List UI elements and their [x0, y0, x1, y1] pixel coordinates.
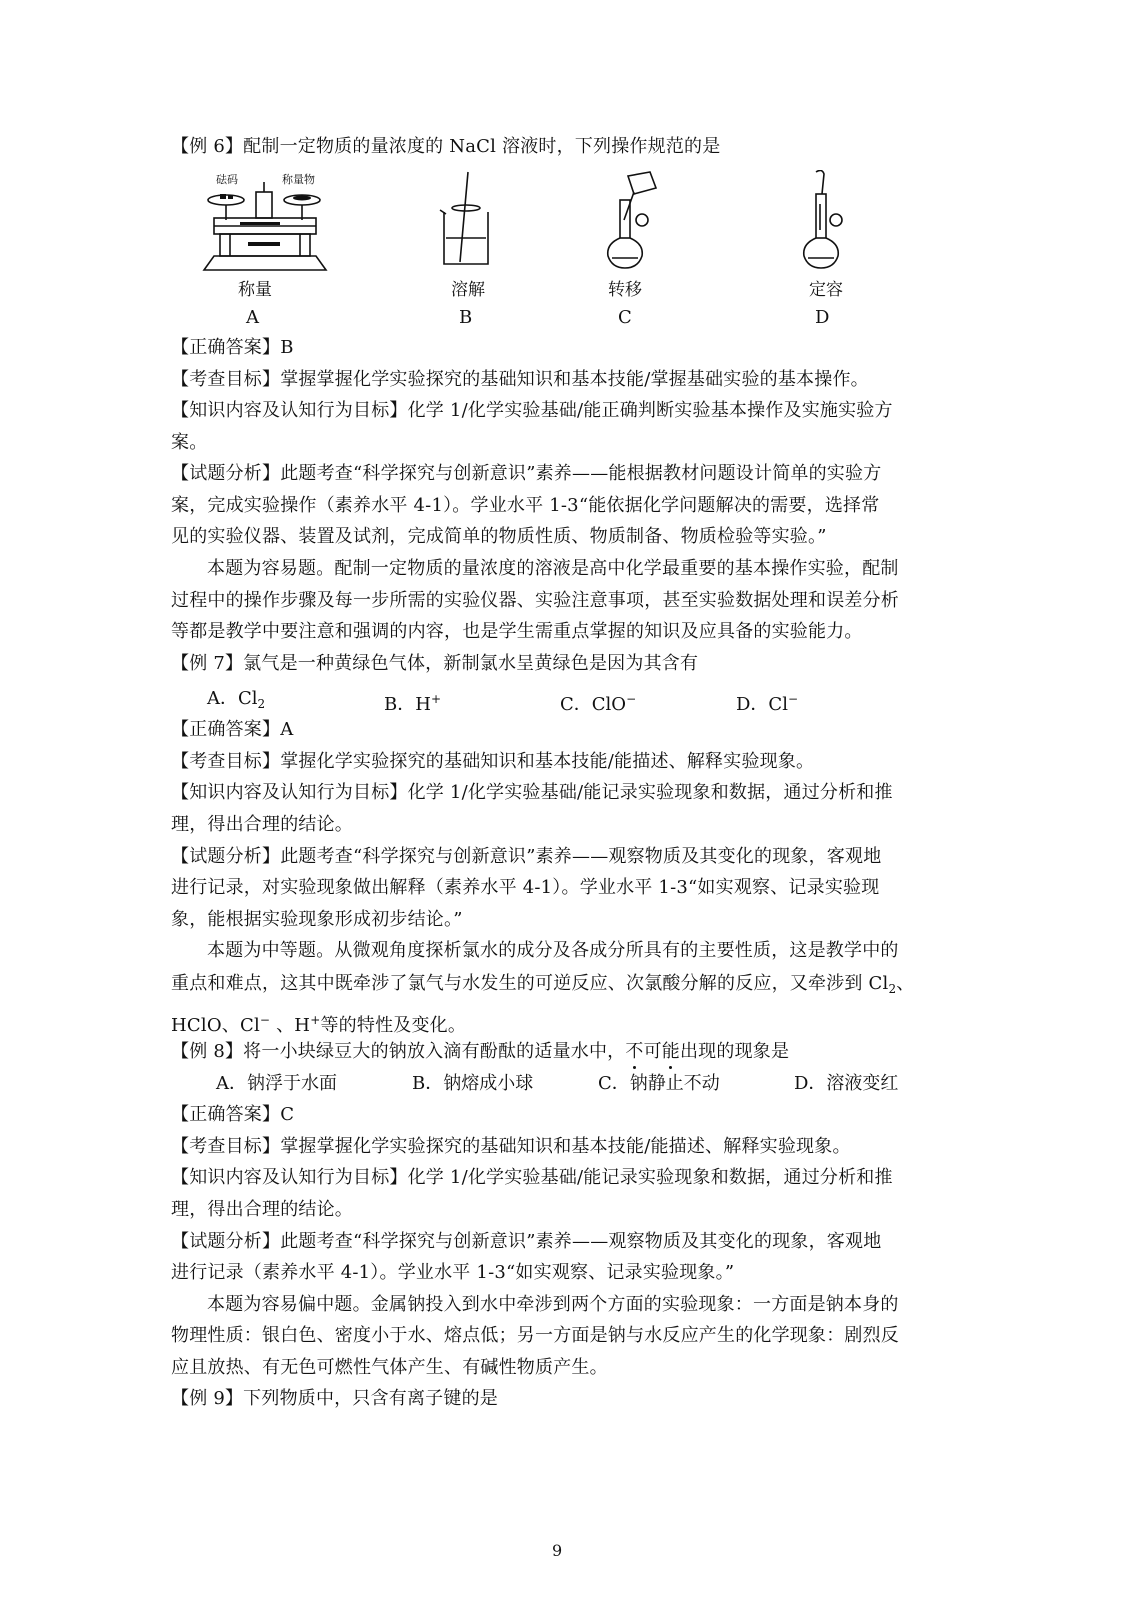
option-letter-c: C: [618, 307, 632, 328]
ex6-para-line1: 本题为容易题。配制一定物质的量浓度的溶液是高中化学最重要的基本操作实验，配制: [207, 558, 899, 579]
ex8-knowledge-line2: 理，得出合理的结论。: [171, 1199, 353, 1220]
ex6-analysis-line1: 【试题分析】此题考查“科学探究与创新意识”素养——能根据教材问题设计简单的实验方: [171, 463, 882, 484]
volumetric-flask-pour-icon: [604, 170, 664, 270]
ex6-analysis-line3: 见的实验仪器、装置及试剂，完成简单的物质性质、物质制备、物质检验等实验。”: [171, 526, 827, 547]
ex7-option-c: C．ClO−: [560, 692, 637, 715]
ex7-option-b: B．H+: [384, 692, 441, 715]
ex8-para-line2: 物理性质：银白色、密度小于水、熔点低；另一方面是钠与水反应产生的化学现象：剧烈反: [171, 1325, 899, 1346]
ex6-knowledge-line1: 【知识内容及认知行为目标】化学 1/化学实验基础/能正确判断实验基本操作及实施实验方: [171, 400, 893, 421]
ex8-option-d: D．溶液变红: [794, 1073, 899, 1094]
page-number: 9: [552, 1541, 563, 1560]
balance-figure: [200, 170, 330, 274]
ex7-analysis-line1: 【试题分析】此题考查“科学探究与创新意识”素养——观察物质及其变化的现象，客观地: [171, 846, 882, 867]
transfer-figure: [604, 170, 664, 270]
ex8-analysis-line2: 进行记录（素养水平 4-1）。学业水平 1-3“如实观察、记录实验现象。”: [171, 1262, 735, 1283]
ex6-goal: 【考查目标】掌握掌握化学实验探究的基础知识和基本技能/掌握基础实验的基本操作。: [171, 369, 869, 390]
ex8-option-c: C．钠静止不动: [598, 1073, 720, 1094]
ex8-option-a: A．钠浮于水面: [216, 1073, 337, 1094]
beaker-icon: [436, 170, 496, 270]
ex7-goal: 【考查目标】掌握化学实验探究的基础知识和基本技能/能描述、解释实验现象。: [171, 751, 815, 772]
ex7-knowledge-line1: 【知识内容及认知行为目标】化学 1/化学实验基础/能记录实验现象和数据，通过分析和推: [171, 782, 893, 803]
ex6-para-line2: 过程中的操作步骤及每一步所需的实验仪器、实验注意事项，甚至实验数据处理和误差分析: [171, 590, 899, 611]
ex8-para-line1: 本题为容易偏中题。金属钠投入到水中牵涉到两个方面的实验现象：一方面是钠本身的: [207, 1294, 899, 1315]
ex7-question: 【例 7】氯气是一种黄绿色气体，新制氯水呈黄绿色是因为其含有: [171, 653, 699, 674]
caption-dissolving: 溶解: [451, 280, 485, 300]
ex8-goal: 【考查目标】掌握掌握化学实验探究的基础知识和基本技能/能描述、解释实验现象。: [171, 1136, 851, 1157]
beaker-figure: [436, 170, 496, 270]
option-letter-a: A: [246, 307, 259, 328]
ex8-para-line3: 应且放热、有无色可燃性气体产生、有碱性物质产生。: [171, 1357, 608, 1378]
ex6-para-line3: 等都是教学中要注意和强调的内容，也是学生需重点掌握的知识及应具备的实验能力。: [171, 621, 863, 642]
ex7-para-line1: 本题为中等题。从微观角度探析氯水的成分及各成分所具有的主要性质，这是教学中的: [207, 940, 899, 961]
ex8-analysis-line1: 【试题分析】此题考查“科学探究与创新意识”素养——观察物质及其变化的现象，客观地: [171, 1231, 882, 1252]
ex8-option-b: B．钠熔成小球: [412, 1073, 534, 1094]
caption-weighing: 称量: [238, 280, 272, 300]
ex6-analysis-line2: 案，完成实验操作（素养水平 4-1）。学业水平 1-3“能依据化学问题解决的需要，选择常: [171, 495, 880, 516]
fixing-volume-figure: [796, 170, 856, 270]
weights-label: 砝码: [216, 173, 238, 186]
ex8-question: 【例 8】将一小块绿豆大的钠放入滴有酚酞的适量水中，不可能出现的现象是: [171, 1041, 790, 1062]
ex7-analysis-line3: 象，能根据实验现象形成初步结论。”: [171, 909, 463, 930]
ex7-option-d: D．Cl−: [736, 692, 799, 715]
ex8-knowledge-line1: 【知识内容及认知行为目标】化学 1/化学实验基础/能记录实验现象和数据，通过分析和推: [171, 1167, 893, 1188]
ex7-analysis-line2: 进行记录，对实验现象做出解释（素养水平 4-1）。学业水平 1-3“如实观察、记录实验现: [171, 877, 880, 898]
ex6-question: 【例 6】配制一定物质的量浓度的 NaCl 溶液时，下列操作规范的是: [171, 136, 721, 157]
volumetric-flask-dropper-icon: [796, 170, 856, 270]
ex7-knowledge-line2: 理，得出合理的结论。: [171, 814, 353, 835]
ex6-knowledge-line2: 案。: [171, 432, 208, 453]
ex7-option-a: A．$Cl_2$: [207, 688, 266, 711]
ex7-para-line2: 重点和难点，这其中既牵涉了氯气与水发生的可逆反应、次氯酸分解的反应，又牵涉到 $Cl_2$、: [171, 973, 915, 996]
option-letter-b: B: [459, 307, 473, 328]
ex7-para-line3: HClO、Cl− 、H+等的特性及变化。: [171, 1013, 467, 1036]
option-letter-d: D: [815, 307, 830, 328]
object-label: 称量物: [282, 173, 315, 186]
ex7-answer: 【正确答案】A: [171, 719, 294, 740]
caption-transferring: 转移: [608, 280, 642, 300]
ex9-question: 【例 9】下列物质中，只含有离子键的是: [171, 1388, 498, 1409]
ex6-answer: 【正确答案】B: [171, 337, 294, 358]
caption-fixing-volume: 定容: [809, 280, 843, 300]
ex8-answer: 【正确答案】C: [171, 1104, 295, 1125]
